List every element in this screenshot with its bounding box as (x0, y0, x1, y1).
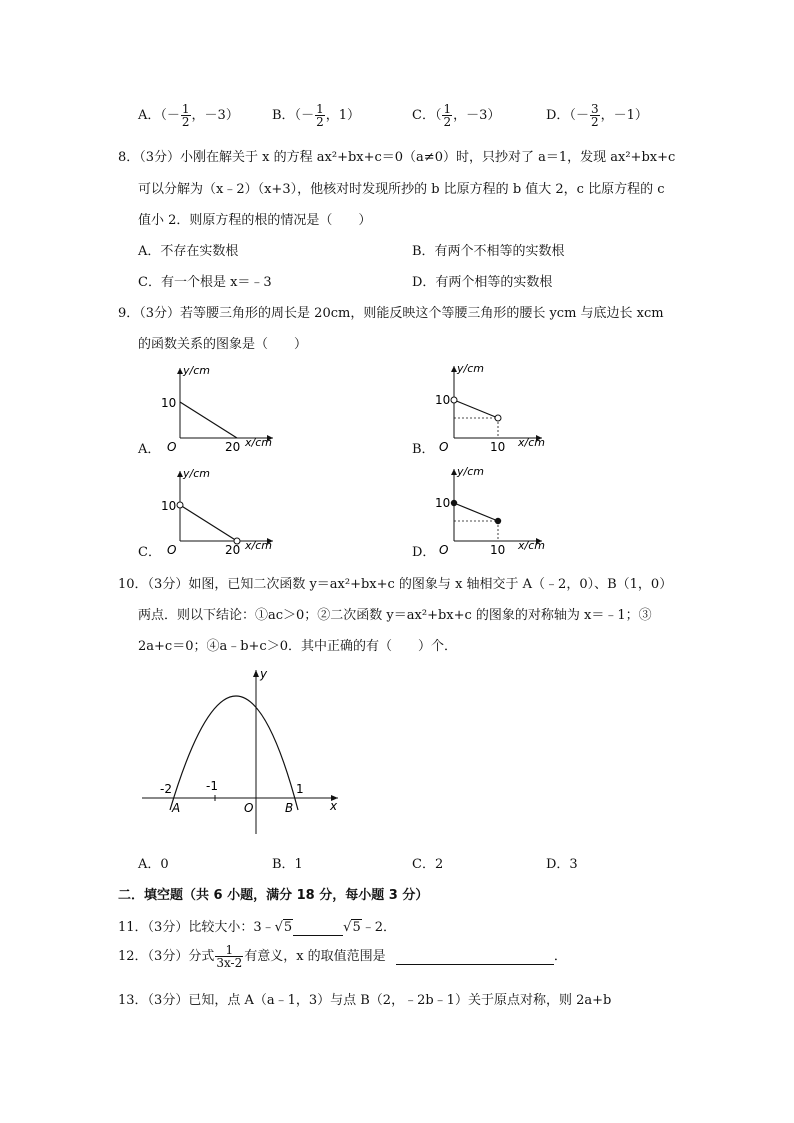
q8-stem-line2: 可以分解为（x﹣2）（x+3），他核对时发现所抄的 b 比原方程的 b 值大 2，c 比原方程的 c (138, 182, 665, 197)
open-endpoint (495, 415, 501, 421)
origin-label: O (439, 440, 449, 454)
q10-option-c[interactable]: C．2 (412, 857, 444, 872)
q8-option-c[interactable]: C．有一个根是 x＝﹣3 (138, 275, 272, 290)
fraction: $\frac{1}{3x-2}$ (216, 943, 243, 970)
q9-stem-line1: 9．（3分）若等腰三角形的周长是 20cm，则能反映这个等腰三角形的腰长 ycm 与底边长 xcm (118, 306, 664, 321)
q10-option-a[interactable]: A．0 (138, 857, 169, 872)
closed-endpoint (451, 500, 457, 506)
x-tick-label: 20 (225, 440, 241, 454)
q9-graph-a[interactable] (155, 360, 285, 455)
tick-label-minus-2: -2 (160, 782, 172, 796)
point-b-label: B (285, 801, 294, 815)
function-line (180, 505, 237, 541)
y-axis-label: y (260, 667, 268, 681)
x-axis-label: x/cm (245, 436, 272, 449)
q11: 11．（3分）比较大小：3﹣√5 √5﹣2． (118, 920, 397, 935)
q9-option-c-label[interactable]: C． (138, 545, 161, 560)
origin-label: O (167, 440, 177, 454)
q9-option-d-label[interactable]: D． (412, 545, 436, 560)
point-a-label: A (172, 801, 181, 815)
x-axis-label: x/cm (245, 539, 272, 552)
answer-blank[interactable] (293, 920, 343, 936)
q8-option-d[interactable]: D．有两个相等的实数根 (412, 275, 553, 290)
y-tick-label: 10 (161, 396, 177, 410)
q10-option-b[interactable]: B．1 (272, 857, 303, 872)
y-axis-label: y/cm (183, 467, 210, 480)
sqrt-sign: √ (343, 920, 352, 935)
y-axis-label: y/cm (183, 364, 210, 377)
y-tick-label: 10 (161, 499, 177, 513)
q10-stem-line1: 10．（3分）如图，已知二次函数 y＝ax²+bx+c 的图象与 x 轴相交于 A（﹣2，0）、B（1，0） (118, 577, 673, 592)
sqrt-radicand: 5 (352, 920, 361, 935)
open-endpoint (177, 502, 183, 508)
y-axis-arrow (253, 670, 259, 677)
fraction: $\frac{1}{2}$ (316, 102, 324, 129)
q8-option-b[interactable]: B．有两个不相等的实数根 (412, 244, 565, 259)
answer-blank[interactable] (396, 949, 554, 965)
tick-label-1: 1 (296, 782, 304, 796)
closed-endpoint (495, 518, 501, 524)
q8-option-a[interactable]: A．不存在实数根 (138, 244, 239, 259)
y-axis-label: y/cm (457, 362, 484, 375)
q13-stem-line1: 13．（3分）已知，点 A（a﹣1，3）与点 B（2，﹣2b﹣1）关于原点对称，则 2a+b (118, 993, 612, 1008)
x-axis-label: x/cm (518, 436, 545, 449)
origin-label: O (439, 543, 449, 557)
y-axis-label: y/cm (457, 465, 484, 478)
q7-option-a[interactable]: A．（－ $\frac{1}{2}$ ，－3） (138, 102, 239, 129)
origin-label: O (244, 801, 254, 815)
q8-stem-line1: 8．（3分）小刚在解关于 x 的方程 ax²+bx+c＝0（a≠0）时，只抄对了 a＝1，发现 ax²+bx+c (118, 150, 676, 165)
fraction: $\frac{1}{2}$ (443, 102, 452, 129)
x-axis-label: x/cm (518, 539, 545, 552)
x-tick-label: 10 (490, 440, 506, 454)
tick-label-minus-1: -1 (206, 779, 218, 793)
fraction: $\frac{1}{2}$ (181, 102, 190, 129)
y-tick-label: 10 (435, 393, 451, 407)
q9-graph-c[interactable] (155, 463, 285, 558)
q10-parabola-graph[interactable] (138, 662, 348, 840)
q7-option-d[interactable]: D．（－ $\frac{3}{2}$ ，－1） (546, 102, 648, 129)
sqrt-radicand: 5 (283, 920, 293, 935)
q9-graph-b[interactable] (430, 360, 560, 455)
y-tick-label: 10 (435, 496, 451, 510)
x-tick-label: 20 (225, 543, 241, 557)
q10-stem-line2: 两点．则以下结论：①ac＞0；②二次函数 y＝ax²+bx+c 的图象的对称轴为 x＝﹣1；③ (138, 608, 652, 623)
x-axis-label: x (330, 799, 338, 813)
q12: 12．（3分）分式 $\frac{1}{3x-2}$ 有意义，x 的取值范围是 ． (118, 943, 567, 970)
x-tick-label: 10 (490, 543, 506, 557)
q9-stem-line2: 的函数关系的图象是（ ） (138, 337, 308, 352)
q8-stem-line3: 值小 2．则原方程的根的情况是（ ） (138, 213, 372, 228)
q9-graph-d[interactable] (430, 463, 560, 558)
fraction: $\frac{3}{2}$ (590, 102, 599, 129)
origin-label: O (167, 543, 177, 557)
q9-option-b-label[interactable]: B． (412, 442, 435, 457)
q7-option-c[interactable]: C．（ $\frac{1}{2}$ ，－3） (412, 102, 501, 129)
q7-option-b[interactable]: B．（－ $\frac{1}{2}$ ，1） (272, 102, 360, 129)
sqrt-sign: √ (274, 920, 283, 935)
q10-option-d[interactable]: D．3 (546, 857, 578, 872)
parabola-curve (170, 696, 298, 810)
function-line (454, 503, 498, 521)
section-title: 二．填空题（共 6 小题，满分 18 分，每小题 3 分） (118, 888, 429, 903)
function-line (454, 400, 498, 418)
open-endpoint (451, 397, 457, 403)
function-line (180, 402, 237, 438)
q10-stem-line3: 2a+c＝0；④a﹣b+c＞0．其中正确的有（ ）个． (138, 639, 457, 654)
q9-option-a-label[interactable]: A． (138, 442, 161, 457)
